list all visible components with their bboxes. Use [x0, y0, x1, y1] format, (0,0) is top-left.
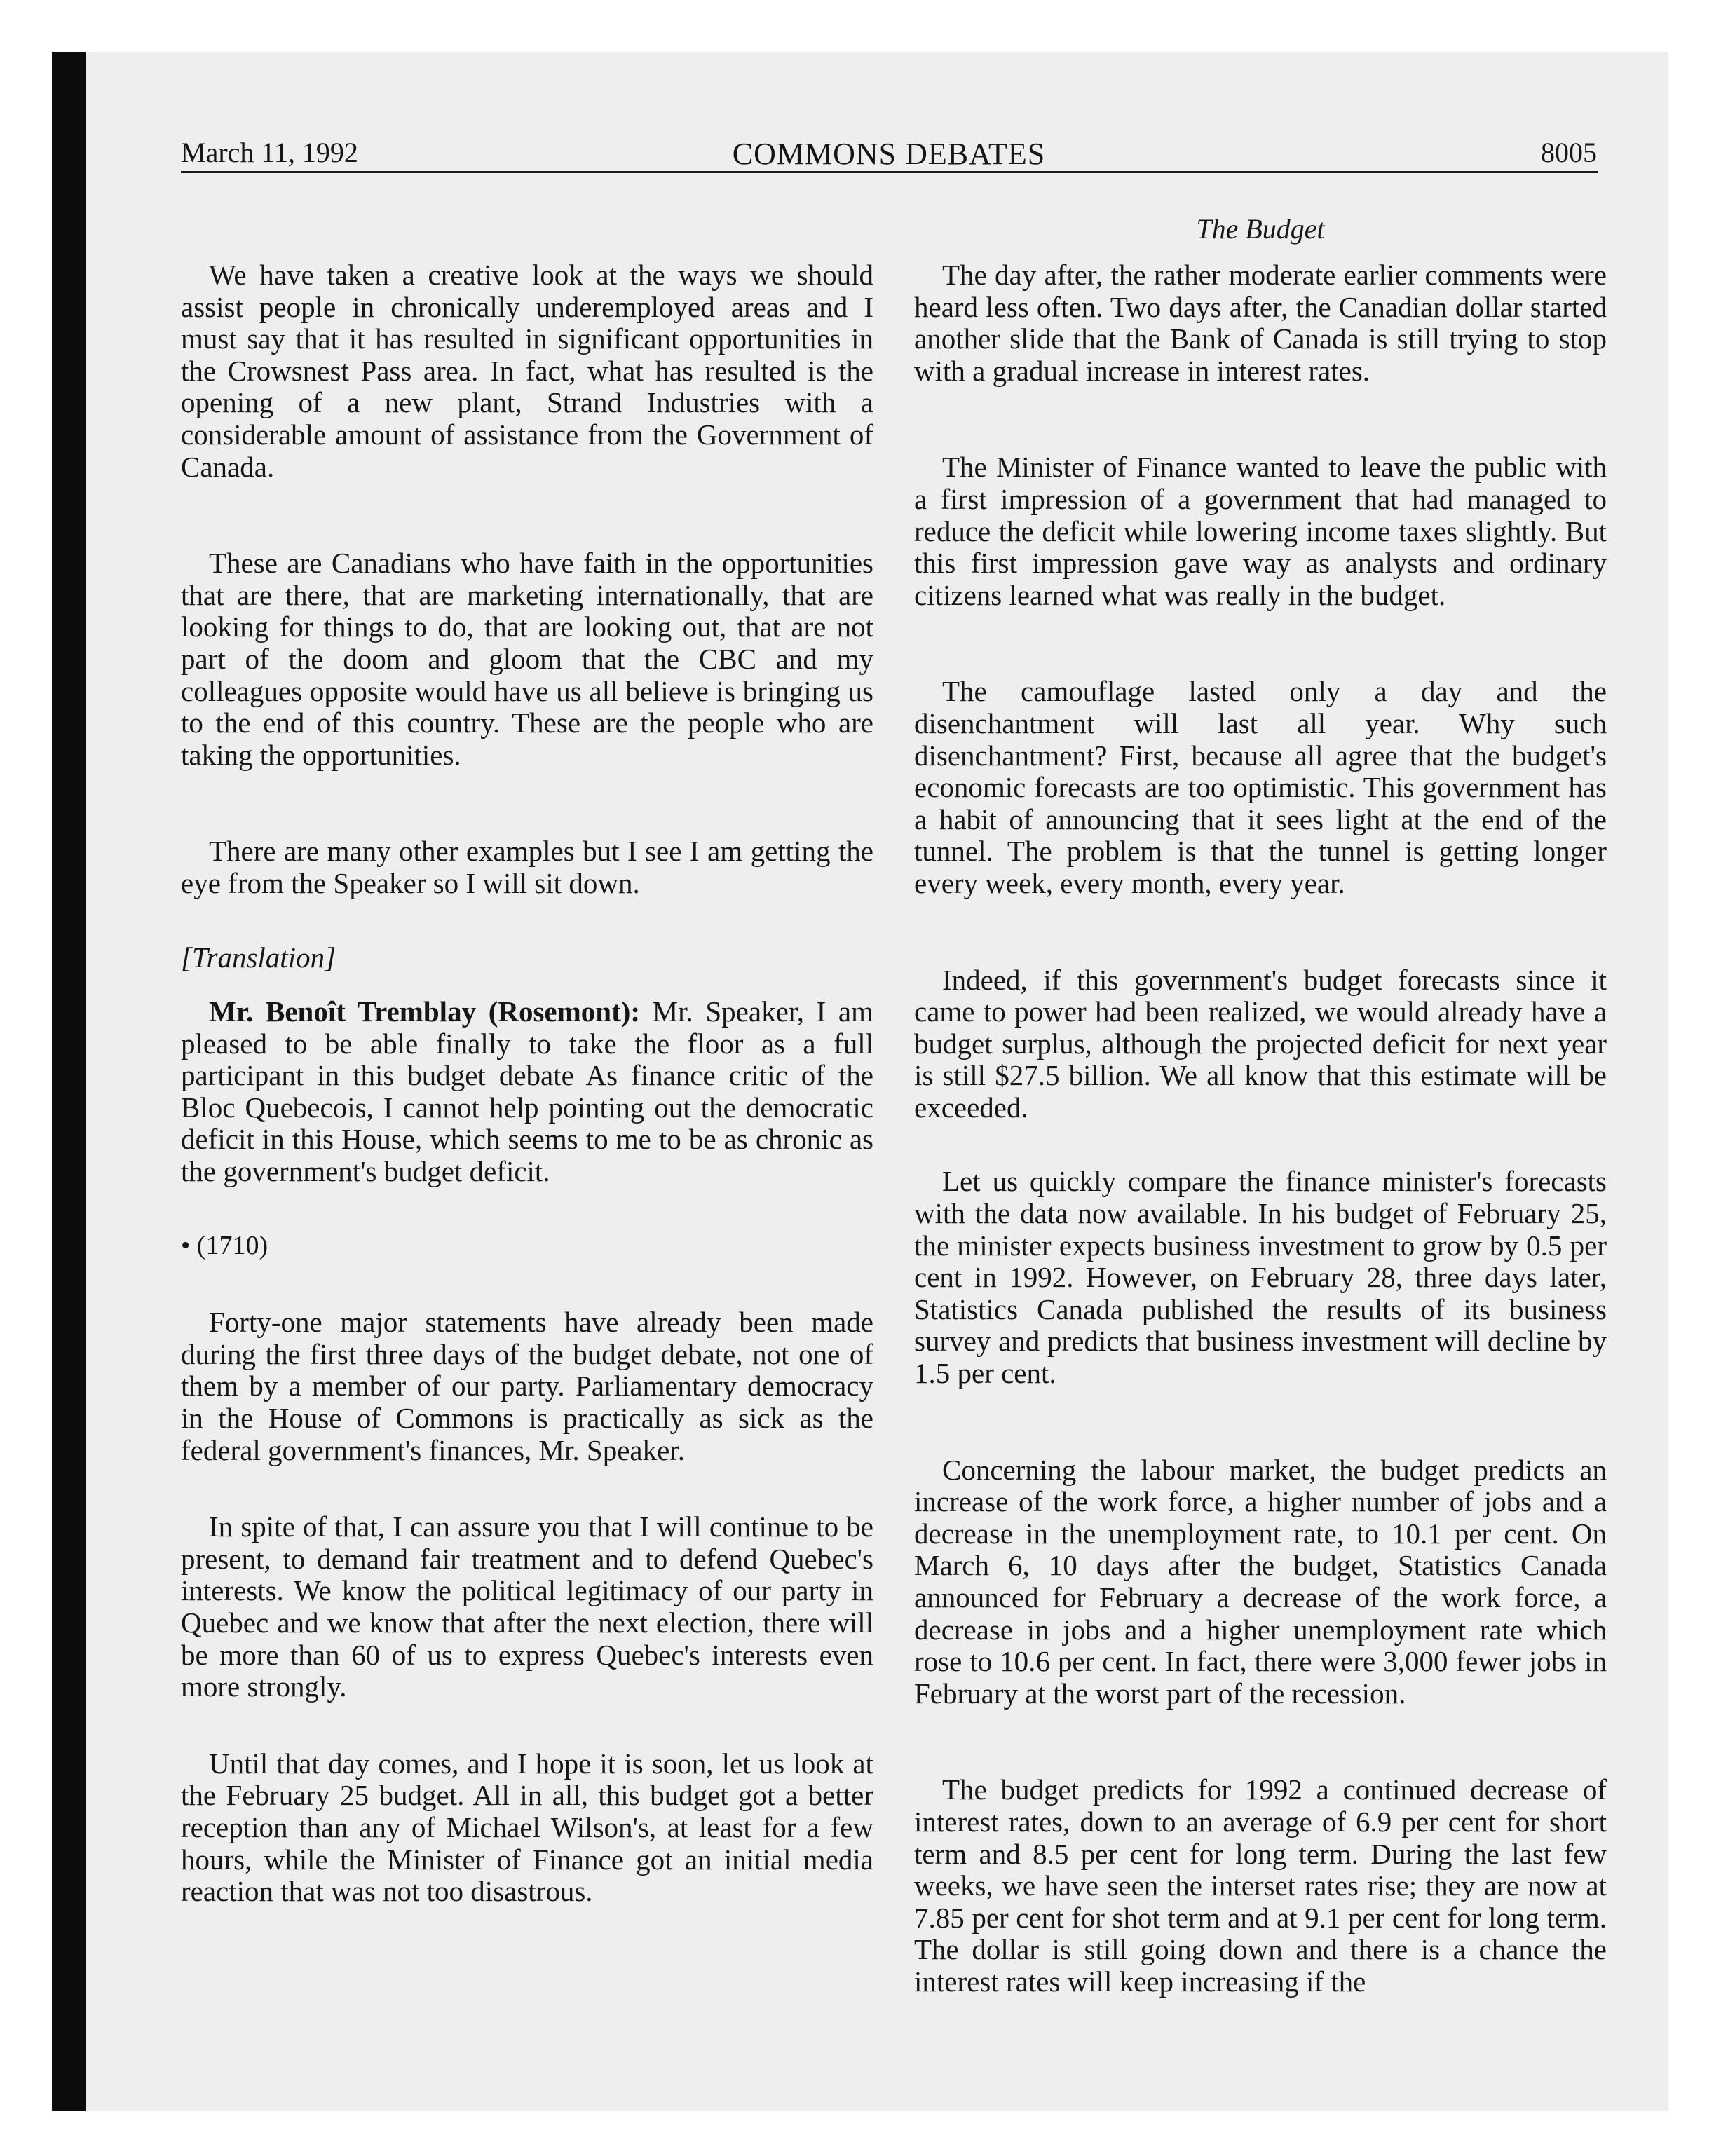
left-paragraph-1: We have taken a creative look at the ways we should assist people in chronically underemployed areas and I must say that it has resulted in significant opportunities in the Crowsnest Pass area. In fact, what has resulted is the opening of a new plant, Strand Industries with a considerable amount of assistance from the Government of Canada. — [181, 259, 873, 483]
left-column — [181, 259, 873, 1908]
left-paragraph-2: These are Canadians who have faith in the opportunities that are there, that are marketing internationally, that are looking for things to do, that are looking out, that are not part of the doom and gloom that the CBC and my colleagues opposite would have us all believe is bringing us to the end of this country. These are the people who are taking the opportunities. — [181, 547, 873, 771]
page-header — [181, 126, 1597, 170]
speaker-name: Mr. Benoît Tremblay (Rosemont): — [209, 995, 641, 1028]
left-paragraph-7: Until that day comes, and I hope it is soon, let us look at the February 25 budget. All in all, this budget got a better reception than any of Michael Wilson's, at least for a few hours, while the Minister of Finance got an initial media reaction that was not too disastrous. — [181, 1747, 873, 1908]
right-paragraph-2: The Minister of Finance wanted to leave the public with a first impression of a government that had managed to reduce the deficit while lowering income taxes slightly. But this first impression gave way as analysts and ordinary citizens learned what was really in the budget. — [914, 451, 1607, 611]
right-paragraph-7: The budget predicts for 1992 a continued decrease of interest rates, down to an average of 6.9 per cent for short term and 8.5 per cent for long term. During the last few weeks, we have seen the interset rates rise; they are now at 7.85 per cent for shot term and at 9.1 per cent for long term. The dollar is still going down and there is a chance the interest rates will keep increasing if the — [914, 1773, 1607, 1998]
right-paragraph-3: The camouflage lasted only a day and the disenchantment will last all year. Why such disenchantment? First, because all agree that the budget's economic forecasts are too optimistic. This government has a habit of announcing that it sees light at the end of the tunnel. The problem is that the tunnel is getting longer every week, every month, every year. — [914, 675, 1607, 899]
left-paragraph-5: Forty-one major statements have already been made during the first three days of the budget debate, not one of them by a member of our party. Parliamentary democracy in the House of Commons is practically as sick as the federal government's finances, Mr. Speaker. — [181, 1306, 873, 1466]
speaker-text: Mr. Speaker, I am pleased to be able finally to take the floor as a full participant in this budget debate As finance critic of the Bloc Quebecois, I cannot help pointing out the democratic deficit in this House, which seems to me to be as chronic as the government's budget deficit. — [181, 995, 874, 1188]
header-title: COMMONS DEBATES — [732, 137, 1046, 171]
left-paragraph-6: In spite of that, I can assure you that I will continue to be present, to demand fair treatment and to defend Quebec's interests. We know the political legitimacy of our party in Quebec and we know that after the next election, there will be more than 60 of us to express Quebec's interests even more strongly. — [181, 1510, 873, 1703]
left-paragraph-3: There are many other examples but I see I am getting the eye from the Speaker so I will sit down. — [181, 835, 873, 899]
right-paragraph-6: Concerning the labour market, the budget predicts an increase of the work force, a higher number of jobs and a decrease in the unemployment rate, to 10.1 per cent. On March 6, 10 days after the budget, Statistics Canada announced for February a decrease of the work force, a decrease in jobs and a higher unemployment rate which rose to 10.6 per cent. In fact, there were 3,000 fewer jobs in February at the worst part of the recession. — [914, 1453, 1607, 1710]
right-paragraph-1: The day after, the rather moderate earlier comments were heard less often. Two days after, the Canadian dollar started another slide that the Bank of Canada is still trying to stop with a gradual increase in interest rates. — [914, 259, 1607, 387]
header-rule — [181, 171, 1598, 173]
time-marker: • (1710) — [181, 1230, 268, 1260]
header-page-number: 8005 — [1541, 137, 1597, 168]
left-paragraph-4 — [181, 996, 873, 1188]
header-date: March 11, 1992 — [181, 137, 358, 168]
right-paragraph-5: Let us quickly compare the finance minister's forecasts with the data now available. In his budget of February 25, the minister expects business investment to grow by 0.5 per cent in 1992. However, on February 28, three days later, Statistics Canada published the results of its business survey and predicts that business investment will decline by 1.5 per cent. — [914, 1165, 1607, 1390]
scan-edge-bar — [52, 52, 86, 2111]
right-paragraph-4: Indeed, if this government's budget forecasts since it came to power had been realized, we would already have a budget surplus, although the projected deficit for next year is still $27.5 billion. We all know that this estimate will be exceeded. — [914, 963, 1607, 1124]
right-column — [914, 259, 1607, 1998]
translation-note: [Translation] — [181, 941, 336, 974]
section-heading: The Budget — [1196, 213, 1325, 245]
